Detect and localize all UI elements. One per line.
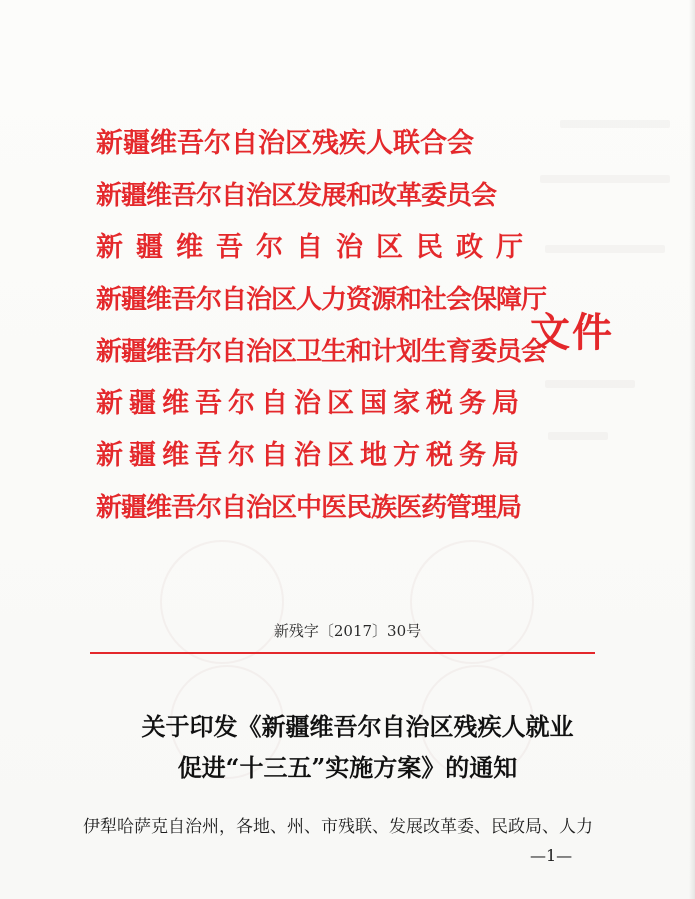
red-separator-line <box>90 652 595 654</box>
page-edge-shadow <box>689 0 695 899</box>
issuer-disabled-federation: 新疆维吾尔自治区残疾人联合会 <box>96 128 474 159</box>
show-through-text <box>545 245 665 253</box>
document-marker: 文件 <box>530 310 614 356</box>
page-number: —1— <box>530 846 573 865</box>
issuing-authorities <box>96 118 547 534</box>
show-through-text <box>540 175 670 183</box>
issuer-state-taxation: 新疆维吾尔自治区国家税务局 <box>96 388 525 419</box>
issuer-development-reform-commission: 新疆维吾尔自治区发展和改革委员会 <box>96 181 497 211</box>
salutation-text: 伊犁哈萨克自治州，各地、州、市残联、发展改革委、民政局、人力 <box>83 817 593 837</box>
show-through-text <box>545 380 635 388</box>
show-through-text <box>548 432 608 440</box>
notice-title-line-1: 关于印发《新疆维吾尔自治区残疾人就业 <box>141 712 574 741</box>
issuer-civil-affairs: 新疆维吾尔自治区民政厅 <box>96 232 536 263</box>
issuer-human-resources-social-security: 新疆维吾尔自治区人力资源和社会保障厅 <box>96 285 547 315</box>
show-through-text <box>560 120 670 128</box>
issuer-tcm-ethnic-medicine: 新疆维吾尔自治区中医民族医药管理局 <box>96 493 522 523</box>
notice-title-line-2: 促进“十三五”实施方案》的通知 <box>177 753 518 782</box>
show-through-seal <box>410 540 534 664</box>
issuer-health-family-planning: 新疆维吾尔自治区卫生和计划生育委员会 <box>96 337 547 367</box>
document-number: 新残字〔2017〕30号 <box>273 622 422 640</box>
issuer-local-taxation: 新疆维吾尔自治区地方税务局 <box>96 440 525 471</box>
show-through-seal <box>160 540 284 664</box>
